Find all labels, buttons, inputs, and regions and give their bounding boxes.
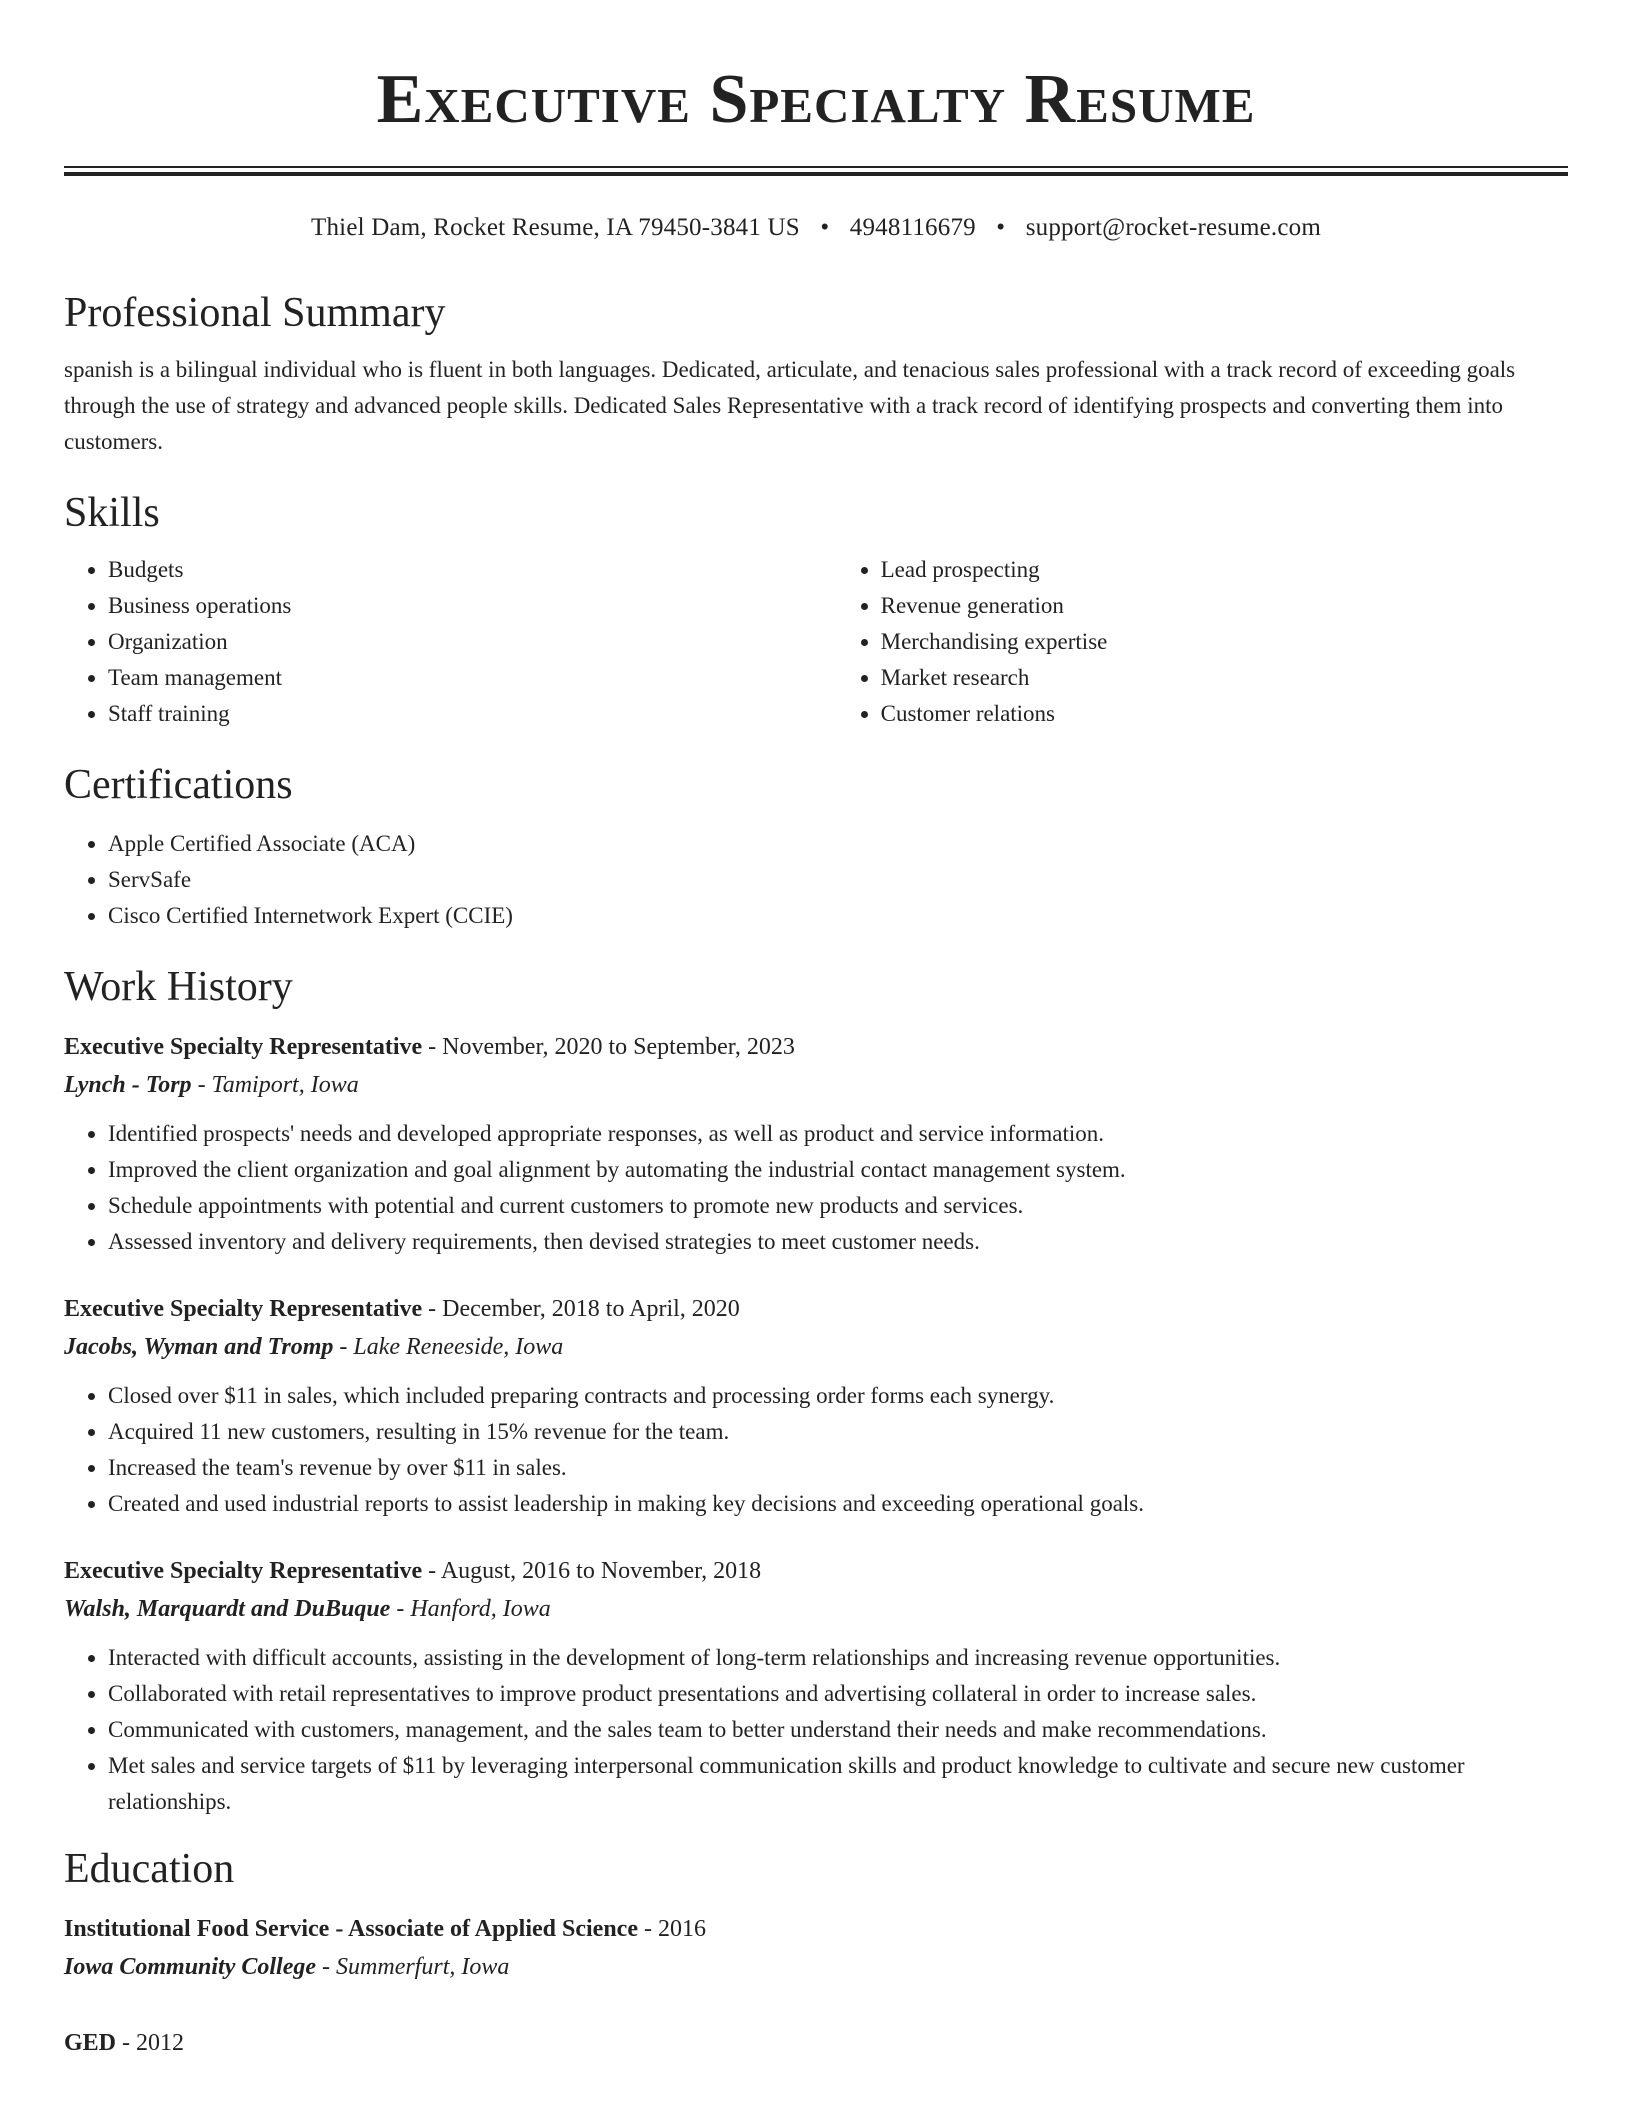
job-title: Executive Specialty Representative xyxy=(64,1296,423,1322)
degree-line xyxy=(64,1910,1568,1948)
summary-text: spanish is a bilingual individual who is fluent in both languages. Dedicated, articulate, and tenacious sales professional with a track record of exceeding goals through the use of strategy and advanced people skills. Dedicated Sales Representative with a track record of identifying prospects and converting them into customers. xyxy=(64,357,1516,454)
skills-list-right xyxy=(837,552,1568,732)
skill-item: • Organization xyxy=(108,624,837,660)
employer-name: Walsh, Marquardt and DuBuque xyxy=(64,1596,391,1622)
job-bullets xyxy=(64,1640,1568,1820)
job-title: Executive Specialty Representative xyxy=(64,1034,423,1060)
skill-item: • Market research xyxy=(881,660,1568,696)
skill-item: • Customer relations xyxy=(881,696,1568,732)
certification-item: • ServSafe xyxy=(108,862,1568,898)
certifications-list xyxy=(64,826,1568,934)
job-title-line xyxy=(64,1290,1568,1328)
job-bullet: • Improved the client organization and goal alignment by automating the industrial contact management system. xyxy=(108,1152,1568,1188)
summary-section xyxy=(64,288,1568,460)
skill-item: • Business operations xyxy=(108,588,837,624)
title-divider xyxy=(64,166,1568,176)
job-bullets xyxy=(64,1116,1568,1260)
section-heading-work-history: Work History xyxy=(64,964,293,1010)
school-line xyxy=(64,1948,1568,1986)
job-entry xyxy=(64,1028,1568,1260)
job-title-line xyxy=(64,1552,1568,1590)
job-bullet: • Interacted with difficult accounts, assisting in the development of long-term relationships and increasing revenue opportunities. xyxy=(108,1640,1568,1676)
degree-year: - 2016 xyxy=(637,1916,706,1942)
certification-item: • Apple Certified Associate (ACA) xyxy=(108,826,1568,862)
employer-location: - Hanford, Iowa xyxy=(390,1596,551,1622)
skill-item: • Lead prospecting xyxy=(881,552,1568,588)
resume-title: Executive Specialty Resume xyxy=(376,61,1256,138)
job-dates: - August, 2016 to November, 2018 xyxy=(422,1558,762,1584)
section-heading-education: Education xyxy=(64,1846,235,1892)
job-bullet: • Assessed inventory and delivery requirements, then devised strategies to meet customer needs. xyxy=(108,1224,1568,1260)
job-bullets xyxy=(64,1378,1568,1522)
skills-list-left xyxy=(64,552,837,732)
education-entry xyxy=(64,2024,1568,2062)
skill-item: • Team management xyxy=(108,660,837,696)
job-entry xyxy=(64,1290,1568,1522)
section-heading-summary: Professional Summary xyxy=(64,290,446,336)
degree-line xyxy=(64,2024,1568,2062)
employer-location: - Tamiport, Iowa xyxy=(191,1072,359,1098)
job-bullet: • Increased the team's revenue by over $11 in sales. xyxy=(108,1450,1568,1486)
degree-name: Institutional Food Service - Associate of Applied Science xyxy=(64,1916,638,1942)
job-title: Executive Specialty Representative xyxy=(64,1558,423,1584)
employer-line xyxy=(64,1066,1568,1104)
job-dates: - December, 2018 to April, 2020 xyxy=(422,1296,740,1322)
job-entry xyxy=(64,1552,1568,1820)
employer-location: - Lake Reneeside, Iowa xyxy=(333,1334,564,1360)
contact-address: Thiel Dam, Rocket Resume, IA 79450-3841 US xyxy=(311,214,800,241)
contact-email: support@rocket-resume.com xyxy=(1025,214,1321,241)
employer-name: Jacobs, Wyman and Tromp xyxy=(64,1334,334,1360)
skill-item: • Merchandising expertise xyxy=(881,624,1568,660)
employer-line xyxy=(64,1328,1568,1366)
skill-item: • Budgets xyxy=(108,552,837,588)
job-bullet: • Acquired 11 new customers, resulting in 15% revenue for the team. xyxy=(108,1414,1568,1450)
school-name: Iowa Community College xyxy=(64,1954,317,1980)
job-title-line xyxy=(64,1028,1568,1066)
degree-name: GED xyxy=(64,2030,117,2056)
skills-columns xyxy=(64,552,1568,732)
job-bullet: • Created and used industrial reports to assist leadership in making key decisions and exceeding operational goals. xyxy=(108,1486,1568,1522)
section-heading-certifications: Certifications xyxy=(64,762,293,808)
employer-name: Lynch - Torp xyxy=(64,1072,192,1098)
job-bullet: • Schedule appointments with potential and current customers to promote new products and services. xyxy=(108,1188,1568,1224)
skill-item: • Staff training xyxy=(108,696,837,732)
section-heading-skills: Skills xyxy=(64,490,160,536)
job-bullet: • Collaborated with retail representatives to improve product presentations and advertising collateral in order to increase sales. xyxy=(108,1676,1568,1712)
certification-item: • Cisco Certified Internetwork Expert (CCIE) xyxy=(108,898,1568,934)
job-bullet: • Met sales and service targets of $11 by leveraging interpersonal communication skills and product knowledge to cultivate and secure new customer relationships. xyxy=(108,1748,1568,1820)
contact-phone: 4948116679 xyxy=(849,214,976,241)
bullet-separator: • xyxy=(996,214,1006,241)
school-location: - Summerfurt, Iowa xyxy=(316,1954,510,1980)
education-entry xyxy=(64,1910,1568,1986)
employer-line xyxy=(64,1590,1568,1628)
contact-line xyxy=(64,212,1568,244)
degree-year: - 2012 xyxy=(116,2030,185,2056)
job-bullet: • Communicated with customers, management, and the sales team to better understand their needs and make recommendations. xyxy=(108,1712,1568,1748)
bullet-separator: • xyxy=(820,214,830,241)
job-bullet: • Closed over $11 in sales, which included preparing contracts and processing order forms each synergy. xyxy=(108,1378,1568,1414)
job-bullet: • Identified prospects' needs and developed appropriate responses, as well as product and service information. xyxy=(108,1116,1568,1152)
skill-item: • Revenue generation xyxy=(881,588,1568,624)
job-dates: - November, 2020 to September, 2023 xyxy=(422,1034,795,1060)
